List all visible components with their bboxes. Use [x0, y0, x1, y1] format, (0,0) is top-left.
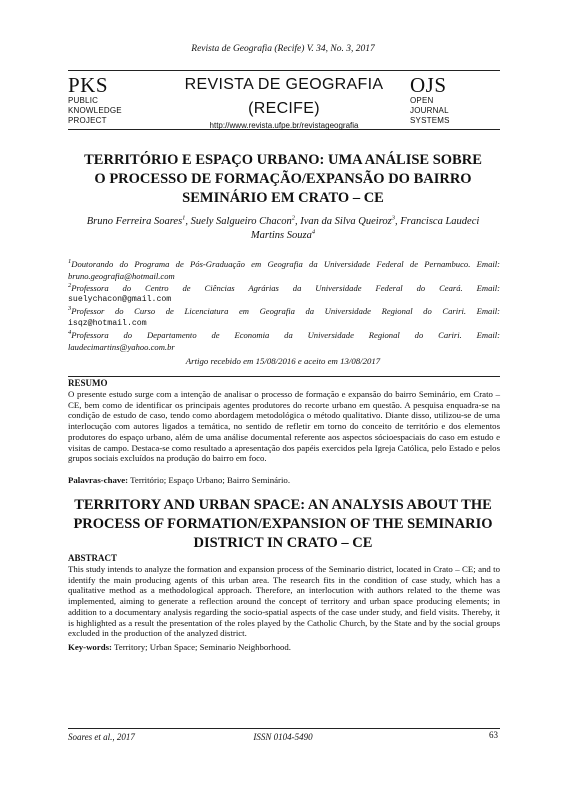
pkp-line-3: PROJECT — [68, 116, 107, 125]
affiliation-3 — [68, 306, 500, 318]
title-en-line-3: DISTRICT IN CRATO – CE — [193, 535, 373, 551]
title-pt-line-3: SEMINÁRIO EM CRATO – CE — [182, 190, 384, 206]
author-2-sup: 2 — [291, 214, 296, 222]
pkp-line-2: KNOWLEDGE — [68, 106, 122, 115]
affiliations — [68, 259, 500, 353]
ojs-logo-block — [410, 71, 500, 126]
affiliation-1 — [68, 259, 500, 271]
resumo-keywords — [68, 475, 500, 485]
journal-url-link[interactable]: http://www.revista.ufpe.br/revistageografia — [209, 121, 359, 130]
author-4-part-2: Martins Souza — [250, 230, 312, 241]
abstract-keywords-text: Territory; Urban Space; Seminario Neighborhood. — [111, 642, 292, 652]
author-1: Bruno Ferreira Soares — [86, 216, 183, 227]
affiliation-4-sup: 4 — [68, 328, 72, 336]
ojs-line-3: SYSTEMS — [410, 116, 450, 125]
abstract-keywords-label: Key-words: — [68, 642, 112, 652]
resumo-keywords-text: Território; Espaço Urbano; Bairro Seminário. — [128, 475, 291, 485]
affiliation-3-sup: 3 — [68, 305, 72, 313]
affiliation-2 — [68, 283, 500, 295]
abstract-text: This study intends to analyze the formation and expansion process of the Seminario district, located in Crato – CE; and to identify the main producing agents of this urban area. The research fits in the condition of case study, which has a qualitative method as a methodological approach. Therefore, an interlocution with authors related to the theme was implemented, aiming to generate a reflection around the concept of territory and urban space producing elements; in addition to a documentary analysis regarding the socio-spatial aspects of the case under study, and field visits. Thereby, it is highlighted as a result the presentation of the roles played by the Catholic Church, by the State and by the social groups excluded in the production of the analyzed district. — [68, 564, 500, 639]
title-pt-line-1: TERRITÓRIO E ESPAÇO URBANO: UMA ANÁLISE SOBRE — [84, 152, 482, 168]
abstract-heading: ABSTRACT — [68, 553, 118, 563]
journal-masthead — [68, 70, 500, 130]
resumo-divider — [68, 376, 500, 377]
received-date: Artigo recebido em 15/08/2016 e aceito em 13/08/2017 — [185, 356, 381, 366]
author-3: , Ivan da Silva Queiroz — [295, 216, 392, 227]
affiliation-4-text: Professora do Departamento de Economia da Universidade Regional do Cariri. Email: — [71, 329, 500, 340]
ojs-logo-text: OJS — [410, 73, 447, 97]
abstract-keywords — [68, 642, 500, 652]
title-en-line-2: PROCESS OF FORMATION/EXPANSION OF THE SEMINARIO — [73, 516, 493, 532]
journal-title-line-1: REVISTA DE GEOGRAFIA — [184, 76, 384, 93]
author-4-part-1: , Francisca Laudeci — [395, 216, 480, 227]
affiliation-3-email: isqz@hotmail.com — [68, 318, 147, 328]
author-2: , Suely Salgueiro Chacon — [185, 216, 292, 227]
title-pt-line-2: O PROCESSO DE FORMAÇÃO/EXPANSÃO DO BAIRRO — [94, 171, 472, 187]
author-1-sup: 1 — [182, 214, 186, 222]
footer-issn: ISSN 0104-5490 — [253, 732, 313, 742]
pkp-logo-block — [68, 71, 158, 126]
affiliation-2-email: suelychacon@gmail.com — [68, 295, 172, 305]
running-head: Revista de Geografia (Recife) V. 34, No. 3, 2017 — [191, 44, 375, 54]
article-title-pt — [60, 151, 506, 208]
author-list — [60, 215, 506, 243]
pkp-logo-text: PKS — [68, 73, 109, 97]
journal-title-line-2: (RECIFE) — [248, 100, 320, 117]
ojs-line-1: OPEN — [410, 96, 434, 105]
affiliation-1-email: bruno.geografia@hotmail.com — [68, 270, 175, 281]
affiliation-4-email: laudecimartins@yahoo.com.br — [68, 341, 175, 352]
resumo-heading: RESUMO — [68, 378, 108, 388]
journal-title-block — [158, 71, 410, 130]
affiliation-2-sup: 2 — [68, 281, 72, 289]
author-3-sup: 3 — [391, 214, 395, 222]
author-4-sup: 4 — [311, 228, 316, 236]
footer-citation: Soares et al., 2017 — [68, 732, 135, 742]
ojs-line-2: JOURNAL — [410, 106, 449, 115]
affiliation-3-text: Professor do Curso de Licenciatura em Geografia da Universidade Regional do Cariri. Email: — [71, 306, 500, 317]
article-title-en — [60, 496, 506, 553]
title-en-line-1: TERRITORY AND URBAN SPACE: AN ANALYSIS ABOUT THE — [74, 497, 492, 513]
page-number: 63 — [489, 730, 498, 740]
affiliation-1-sup: 1 — [68, 258, 72, 266]
footer-divider — [68, 728, 500, 729]
pkp-line-1: PUBLIC — [68, 96, 99, 105]
affiliation-4 — [68, 330, 500, 342]
affiliation-1-text: Doutorando do Programa de Pós-Graduação em Geografia da Universidade Federal de Pernambuco. Email: — [71, 259, 500, 269]
affiliation-2-text: Professora do Centro de Ciências Agrárias da Universidade Federal do Ceará. Email: — [71, 282, 500, 293]
resumo-keywords-label: Palavras-chave: — [68, 475, 129, 485]
resumo-text: O presente estudo surge com a intenção de analisar o processo de formação e expansão do bairro Seminário, em Crato – CE, bem como de identificar os principais agentes produtores do recorte urbano em questão. A pesquisa enquadra-se na condição de estudo de caso, tendo como abordagem metodológica o método qualitativo. Diante disso, utilizou-se de uma interlocução com autores ligados a temática, no sentido de refletir em torno do conceito de território e dos elementos produtores do espaço urbano, além de uma análise documental referente aos aspectos sócioespaciais do caso em estudo e visitas de campo. Destaca-se como resultado a apresentação dos papéis exercidos pela Igreja Católica, pelo Estado e pelos grupos sociais excluídos na produção do bairro em foco. — [68, 389, 500, 464]
